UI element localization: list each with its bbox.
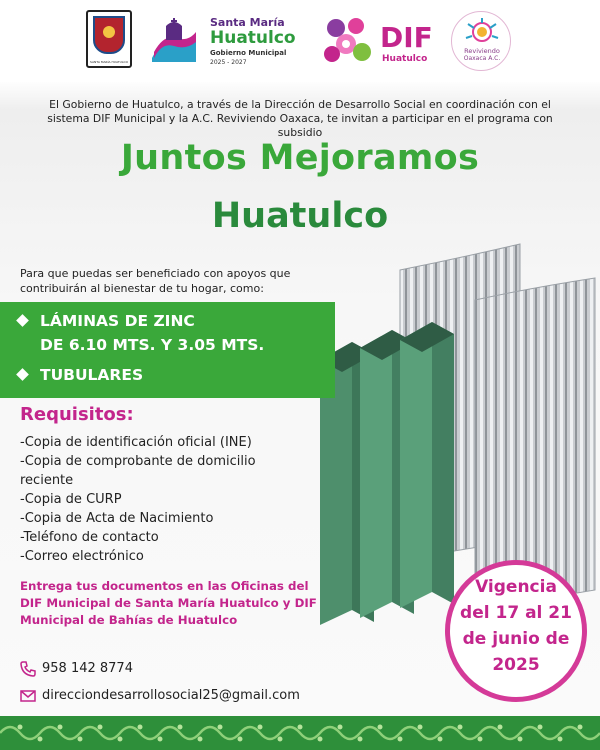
municipal-shield-logo [86,10,132,68]
reviviendo-oaxaca-logo [451,11,511,71]
phone-number[interactable]: 958 142 8774 [42,661,133,676]
dif-text: DIF [380,21,433,54]
church-wave-icon [148,18,200,64]
list-item: -Copia de Acta de Nacimiento [20,511,214,526]
list-item: -Copia de comprobante de domicilio [20,454,256,469]
logo-text-periodo: 2025 - 2027 [210,59,247,66]
delivery-instructions: Entrega tus documentos en las Oficinas del DIF Municipal de Santa María Huatulco y DIF Municipal de Bahías de Huatulco [20,579,317,627]
list-item: -Copia de identificación oficial (INE) [20,435,252,450]
vigencia-line: Vigencia [475,577,557,597]
oaxaca-text: Oaxaca A.C. [463,55,501,62]
logos-header [0,0,600,82]
list-item: reciente [20,473,74,488]
beneficiary-paragraph: Para que puedas ser beneficiado con apoyos que contribuirán al bienestar de tu hogar, como: [20,267,291,295]
benefits-box [0,302,335,398]
logo-text-gobierno: Gobierno Municipal [210,49,287,57]
logo-text-huatulco: Huatulco [210,28,296,48]
benefit-item-continuation [40,336,264,354]
reviviendo-text: Reviviendo [464,47,500,55]
zinc-sheets-tubes-illustration [310,230,600,630]
vigencia-line: de junio de [462,629,570,649]
vigencia-badge [445,560,587,702]
dif-subtext: Huatulco [382,54,428,64]
phone-icon [20,661,36,677]
list-item: -Copia de CURP [20,492,122,507]
santa-maria-huatulco-logo [148,12,298,72]
benefit-label: LÁMINAS DE ZINC [40,312,195,330]
vigencia-line: del 17 al 21 [460,603,572,623]
envelope-icon [20,688,36,704]
diamond-bullet-icon [16,314,29,327]
title-line-1: Juntos Mejoramos [120,138,480,178]
vigencia-line: 2025 [492,655,540,675]
requisitos-heading: Requisitos: [20,404,134,425]
list-item: -Correo electrónico [20,549,144,564]
dif-huatulco-logo [318,14,438,70]
requisitos-list [20,433,330,566]
benefit-label: TUBULARES [40,366,144,384]
title-line-2: Huatulco [211,196,389,236]
email-address[interactable]: direcciondesarrollosocial25@gmail.com [42,688,300,703]
colorful-burst-icon [452,12,512,46]
benefit-label: DE 6.10 MTS. Y 3.05 MTS. [40,336,265,354]
family-hearts-icon [318,14,378,70]
footer-pattern [0,716,600,750]
intro-text: El Gobierno de Huatulco, a través de la Dirección de Desarrollo Social en coordinación con el sistema DIF Municipal y la A.C. Reviviendo Oaxaca, te invitan a participar en el programa con subsidio [47,98,553,139]
shield-caption: SANTA MARÍA HUATULCO [90,60,128,64]
list-item: -Teléfono de contacto [20,530,159,545]
diamond-bullet-icon [16,368,29,381]
greek-scroll-pattern-icon [0,716,600,750]
logo-text-santa-maria: Santa María [210,16,285,29]
